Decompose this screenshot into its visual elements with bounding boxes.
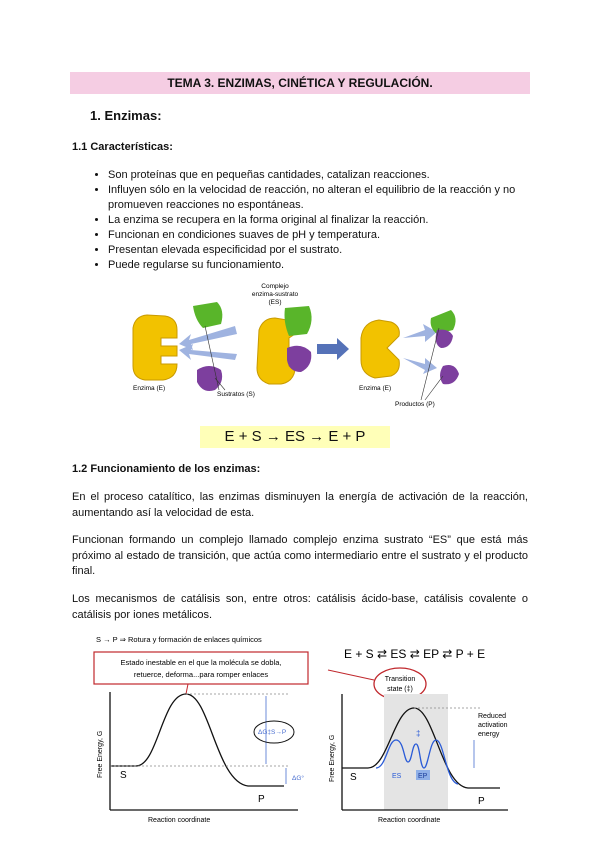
pointer-line xyxy=(425,376,443,400)
arrow-icon xyxy=(403,358,437,374)
catalyzed-region xyxy=(384,694,448,810)
label-dagger: ‡ xyxy=(416,729,421,738)
reaction-equation: E + S → ES → E + P xyxy=(200,426,390,448)
label-productos: Productos (P) xyxy=(395,401,435,408)
energy-diagram-figure xyxy=(88,632,520,832)
label-dg: ΔG° xyxy=(292,775,304,782)
reduced-line3: energy xyxy=(478,731,500,738)
substrate-green-bound xyxy=(285,306,312,336)
arrow-icon xyxy=(179,344,237,360)
annotation-line1: Estado inestable en el que la molécula se dobla, xyxy=(120,658,282,667)
list-item: • Presentan elevada especificidad por el sustrato. xyxy=(108,243,538,258)
label-enzima-sustrato: enzima-sustrato xyxy=(251,291,299,298)
list-item: • Influyen sólo en la velocidad de reacción, no alteran el equilibrio de la reacción y no promueven reacciones no espontáneas. xyxy=(108,183,538,213)
ylabel-right: Free Energy, G xyxy=(329,734,336,782)
label-enzima-left: Enzima (E) xyxy=(133,385,166,392)
transition-line2: state (‡) xyxy=(387,686,413,693)
label-p-left: P xyxy=(258,794,265,805)
product-purple-bottom xyxy=(440,365,459,384)
enzyme-substrate-figure xyxy=(125,278,475,413)
annotation-box xyxy=(94,652,308,684)
list-item: • Son proteínas que en pequeñas cantidades, catalizan reacciones. xyxy=(108,168,538,183)
energy-curve-uncatalyzed xyxy=(110,694,287,786)
list-item: • Funcionan en condiciones suaves de pH y temperatura. xyxy=(108,228,538,243)
transition-line1: Transition xyxy=(384,676,416,683)
label-es: (ES) xyxy=(268,299,282,306)
annotation-pointer xyxy=(186,684,188,694)
reduced-line2: activation xyxy=(478,722,508,729)
subsection-heading-funcionamiento: 1.2 Funcionamiento de los enzimas: xyxy=(72,463,261,475)
xlabel-right: Reaction coordinate xyxy=(378,817,441,824)
page-title: TEMA 3. ENZIMAS, CINÉTICA Y REGULACIÓN. xyxy=(70,72,530,94)
xlabel-left: Reaction coordinate xyxy=(148,817,211,824)
paragraph: Los mecanismos de catálisis son, entre otros: catálisis ácido-base, catálisis covalente o catálisis por iones metálicos. xyxy=(72,593,528,621)
list-item: • Puede regularse su funcionamiento. xyxy=(108,258,538,273)
subsection-heading-caracteristicas: 1.1 Características: xyxy=(72,141,173,153)
label-s-right: S xyxy=(350,772,357,783)
product-purple-top xyxy=(436,330,453,348)
equation-right: E + S ⇄ ES ⇄ EP ⇄ P + E xyxy=(344,647,486,661)
section-heading-enzimas: 1. Enzimas: xyxy=(90,108,162,123)
list-item: • La enzima se recupera en la forma original al finalizar la reacción. xyxy=(108,213,538,228)
label-s-left: S xyxy=(120,770,127,781)
label-es-state: ES xyxy=(392,773,402,780)
label-ep-state: EP xyxy=(418,773,428,780)
ylabel-left: Free Energy, G xyxy=(97,730,104,778)
paragraph: Funcionan formando un complejo llamado complejo enzima sustrato “ES” que está más próximo al estado de transición, que actúa como intermediario entre el sustrato y el producto final. xyxy=(72,534,528,577)
enzyme-shape-right xyxy=(361,320,399,378)
label-complejo: Complejo xyxy=(261,283,289,290)
annotation-line2: retuerce, deforma...para romper enlaces xyxy=(133,670,269,679)
characteristics-list xyxy=(90,168,538,273)
energy-header: S → P ⇒ Rotura y formación de enlaces químicos xyxy=(96,635,262,644)
substrate-purple-bound xyxy=(287,346,311,372)
label-p-right: P xyxy=(478,796,485,807)
enzyme-shape-left xyxy=(133,315,177,380)
label-dg-act: ΔG‡S→P xyxy=(258,729,287,736)
annotation-pointer xyxy=(328,670,374,680)
reduced-line1: Reduced xyxy=(478,713,507,720)
paragraph: En el proceso catalítico, las enzimas disminuyen la energía de activación de la reacción, aumentando así la velocidad de esta. xyxy=(72,491,528,519)
reaction-arrow-icon xyxy=(317,338,349,360)
label-enzima-right: Enzima (E) xyxy=(359,385,392,392)
label-sustratos: Sustratos (S) xyxy=(217,391,255,398)
substrate-green-left xyxy=(193,302,222,328)
